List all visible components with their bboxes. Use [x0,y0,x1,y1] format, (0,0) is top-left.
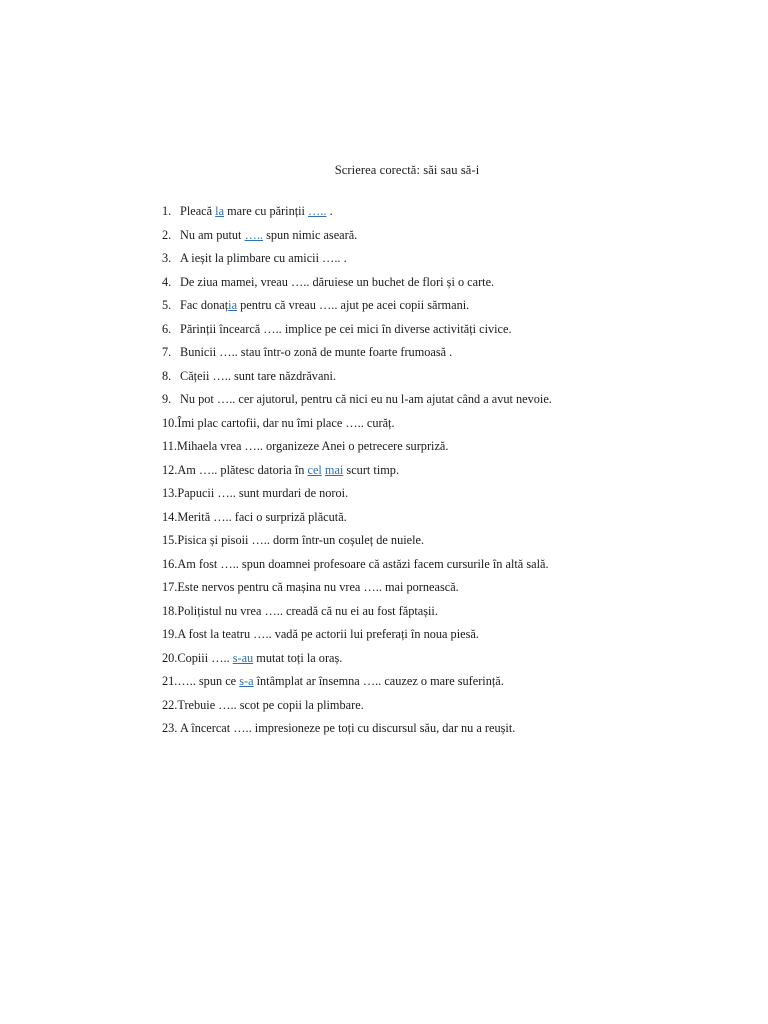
exercise-item [162,200,752,224]
exercise-item [162,435,752,459]
exercise-item [162,553,752,577]
exercise-item [162,459,752,483]
exercise-item [162,647,752,671]
exercise-text: A încercat ….. impresioneze pe toți cu discursul său, dar nu a reușit. [180,721,516,735]
exercise-number: 18. [162,603,178,618]
exercise-number: 22. [162,697,178,712]
exercise-number: 3. [162,251,172,265]
exercise-number: 15. [162,533,178,547]
exercise-number: 6. [162,321,172,336]
exercise-text: întâmplat ar însemna ….. cauzez o mare suferință. [253,674,504,688]
exercise-item [162,341,752,365]
exercise-item [162,529,752,553]
exercise-number: 5. [162,298,172,312]
hyperlink-text[interactable]: cel [307,462,322,477]
exercise-number: 23. [162,721,178,735]
exercise-text: De ziua mamei, vreau ….. dăruiese un buchet de flori și o carte. [180,274,495,289]
exercise-text: Părinții încearcă ….. implice pe cei mici în diverse activități civice. [180,321,512,336]
exercise-number: 2. [162,227,172,242]
exercise-text: mutat toți la oraș. [253,650,343,665]
exercise-text: mare cu părinții [224,204,309,218]
exercise-item [162,388,752,412]
exercise-number: 19. [162,627,178,641]
exercise-item [162,271,752,295]
exercise-list [162,200,752,741]
exercise-text: Papucii ….. sunt murdari de noroi. [177,486,349,500]
exercise-text: Nu am putut [180,227,245,242]
exercise-text: Cățeii ….. sunt tare năzdrăvani. [180,368,337,383]
exercise-text: spun nimic aseară. [263,227,358,242]
exercise-item [162,576,752,600]
exercise-item [162,318,752,342]
exercise-text: . [326,204,333,218]
exercise-item [162,412,752,436]
exercise-item [162,600,752,624]
exercise-text: Îmi plac cartofii, dar nu îmi place ….. curăț. [177,415,395,430]
exercise-text: A ieșit la plimbare cu amicii ….. . [180,251,347,265]
exercise-text: Pleacă [180,204,216,218]
hyperlink-text[interactable]: s-a [239,674,254,688]
exercise-number: 9. [162,392,172,406]
exercise-number: 21. [162,674,178,688]
exercise-text: Nu pot ….. cer ajutorul, pentru că nici eu nu l-am ajutat când a avut nevoie. [180,392,552,406]
hyperlink-text[interactable]: la [215,204,225,218]
exercise-item [162,623,752,647]
exercise-text: Pisica și pisoii ….. dorm într-un coșuleț de nuiele. [177,533,425,547]
exercise-text: Am fost ….. spun doamnei profesoare că astăzi facem cursurile în altă sală. [177,556,549,571]
exercise-text: Am ….. plătesc datoria în [177,462,308,477]
exercise-item [162,506,752,530]
exercise-text: Este nervos pentru că mașina nu vrea ….. mai pornească. [177,580,459,594]
exercise-text: Merită ….. faci o surpriză plăcută. [177,509,347,524]
exercise-number: 12. [162,462,178,477]
exercise-item [162,694,752,718]
exercise-number: 4. [162,274,172,289]
exercise-text: Mihaela vrea ….. organizeze Anei o petrecere surpriză. [176,439,449,453]
exercise-text: Copiii ….. [177,650,233,665]
exercise-text: Bunicii ….. stau într-o zonă de munte foarte frumoasă . [180,345,453,359]
exercise-number: 11. [162,439,177,453]
exercise-item [162,482,752,506]
document-title: Scrierea corectă: săi sau să-i [334,163,480,177]
exercise-text: Polițistul nu vrea ….. creadă că nu ei au fost făptașii. [177,603,438,618]
exercise-number: 10. [162,415,178,430]
exercise-item [162,717,752,741]
exercise-number: 1. [162,204,172,218]
exercise-text: Fac donaț [180,298,229,312]
exercise-item [162,670,752,694]
exercise-number: 20. [162,650,178,665]
exercise-number: 8. [162,368,172,383]
exercise-item [162,294,752,318]
exercise-text: A fost la teatru ….. vadă pe actorii lui preferați în noua piesă. [177,627,479,641]
hyperlink-text[interactable]: ia [228,298,238,312]
exercise-text: scurt timp. [343,462,400,477]
hyperlink-text[interactable]: mai [324,462,344,477]
exercise-item [162,224,752,248]
hyperlink-text[interactable]: ….. [308,204,327,218]
hyperlink-text[interactable]: s-au [232,650,254,665]
exercise-text: pentru că vreau ….. ajut pe acei copii sărmani. [237,298,470,312]
exercise-number: 7. [162,345,172,359]
exercise-item [162,365,752,389]
exercise-item [162,247,752,271]
exercise-number: 16. [162,556,178,571]
exercise-number: 14. [162,509,178,524]
hyperlink-text[interactable]: ….. [244,227,264,242]
exercise-text: Trebuie ….. scot pe copii la plimbare. [177,697,364,712]
exercise-number: 13. [162,486,178,500]
exercise-text: ….. spun ce [177,674,240,688]
exercise-number: 17. [162,580,178,594]
